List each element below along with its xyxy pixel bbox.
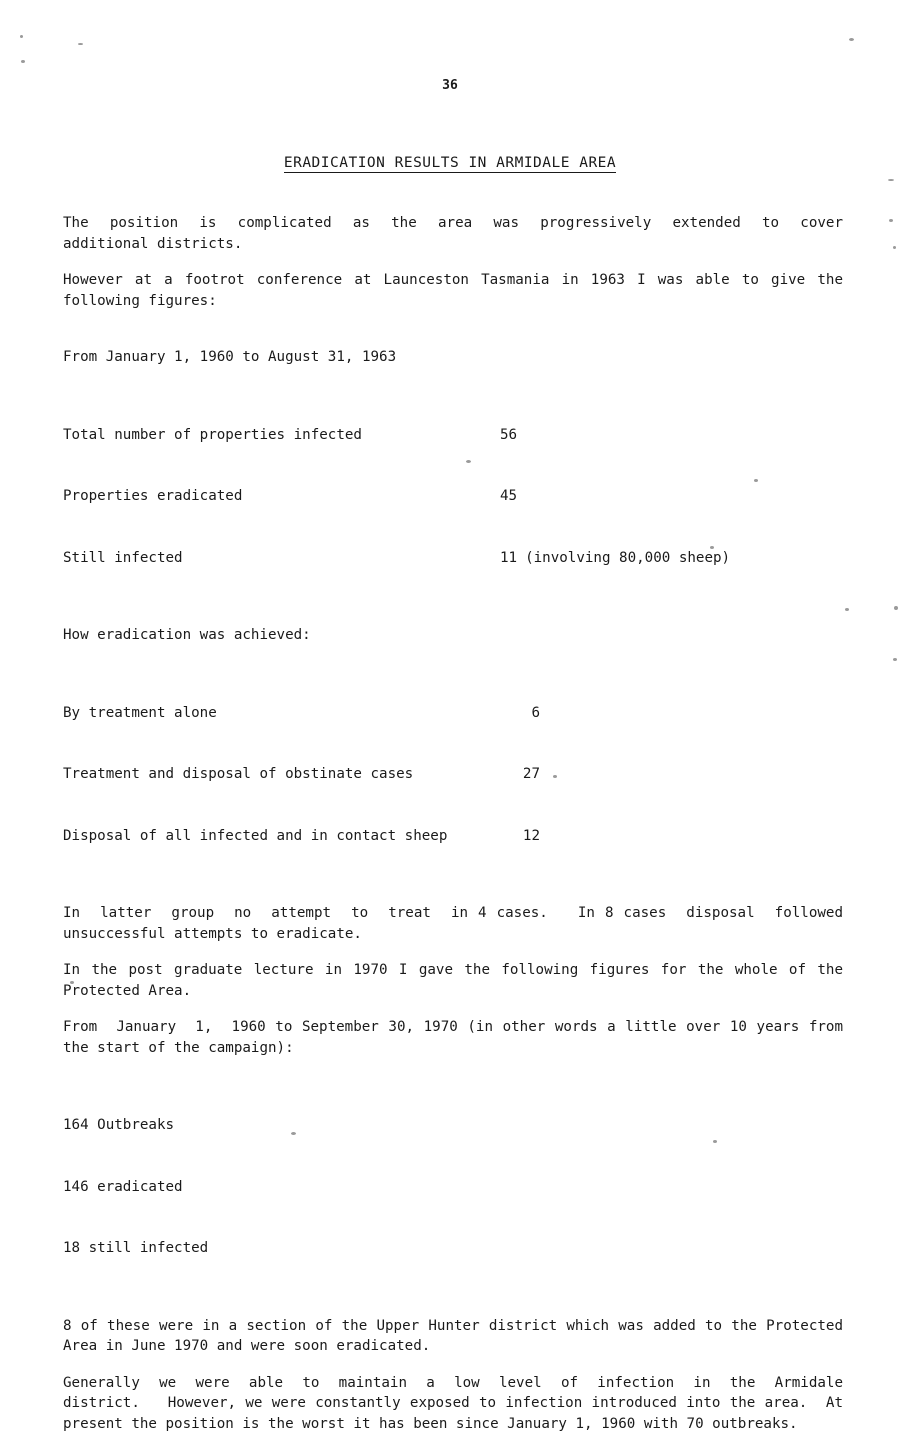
paragraph-generally: Generally we were able to maintain a low level of infection in the Armidale district. However, we were constantly exposed to infection introduced into the area. At present the position is the worst it has been since January 1, 1960 with 70 outbreaks. (63, 1374, 852, 1432)
scan-speck (21, 60, 25, 63)
row-label: Disposal of all infected and in contact sheep (63, 827, 448, 844)
page-number: 36 (442, 78, 458, 93)
row-label: Still infected (63, 549, 183, 566)
paragraph-post-graduate: In the post graduate lecture in 1970 I gave the following figures for the whole of the Protected Area. (63, 962, 852, 999)
table-row (63, 703, 843, 724)
row-value: 27 (522, 766, 540, 782)
row-value: 6 (531, 704, 540, 721)
scan-speck (20, 35, 23, 38)
outbreak-summary-list (63, 1074, 843, 1300)
list-item: 146 eradicated (63, 1178, 183, 1195)
paragraph-how-achieved: How eradication was achieved: (63, 627, 311, 643)
paragraph-date-range-1: From January 1, 1960 to August 31, 1963 (63, 349, 397, 365)
row-value: 12 (522, 827, 540, 844)
scan-speck (845, 608, 849, 611)
paragraph-conference: However at a footrot conference at Launceston Tasmania in 1963 I was able to give the following figures: (63, 272, 852, 309)
list-item: 18 still infected (63, 1240, 209, 1256)
document-body (63, 213, 852, 1450)
page-title-text: ERADICATION RESULTS IN ARMIDALE AREA (283, 155, 617, 171)
row-value: 11 (500, 549, 518, 566)
paragraph-date-range-2: From January 1, 1960 to September 30, 1970 (in other words a little over 10 years from the start of the campaign): (63, 1019, 852, 1056)
row-label: By treatment alone (63, 704, 217, 721)
scan-speck (849, 38, 854, 41)
spacer (63, 327, 843, 347)
paragraph-latter-group: In latter group no attempt to treat in 4 cases. In 8 cases disposal followed unsuccessful attempts to eradicate. (63, 905, 852, 942)
table-row (63, 826, 843, 847)
row-note: (involving 80,000 sheep) (525, 549, 731, 566)
row-label: Treatment and disposal of obstinate cases (63, 766, 414, 782)
scan-speck (893, 246, 896, 249)
scan-speck (888, 179, 894, 181)
methods-table (63, 662, 843, 888)
table-row (63, 764, 843, 785)
table-row (63, 425, 843, 446)
paragraph-intro: The position is complicated as the area was progressively extended to cover additional districts. (63, 215, 852, 252)
list-item: 164 Outbreaks (63, 1117, 175, 1133)
row-label: Properties eradicated (63, 488, 243, 504)
scan-speck (893, 658, 897, 661)
row-value: 56 (500, 426, 518, 443)
row-value: 45 (500, 488, 518, 504)
paragraph-upper-hunter: 8 of these were in a section of the Upper Hunter district which was added to the Protected Area in June 1970 and were soon eradicated. (63, 1317, 852, 1354)
page-title (0, 155, 900, 171)
table-row (63, 548, 843, 569)
row-label: Total number of properties infected (63, 426, 362, 443)
table-row (63, 486, 843, 507)
scan-speck (894, 606, 898, 610)
properties-table (63, 384, 843, 610)
scan-speck (78, 43, 83, 45)
scan-speck (889, 219, 893, 222)
